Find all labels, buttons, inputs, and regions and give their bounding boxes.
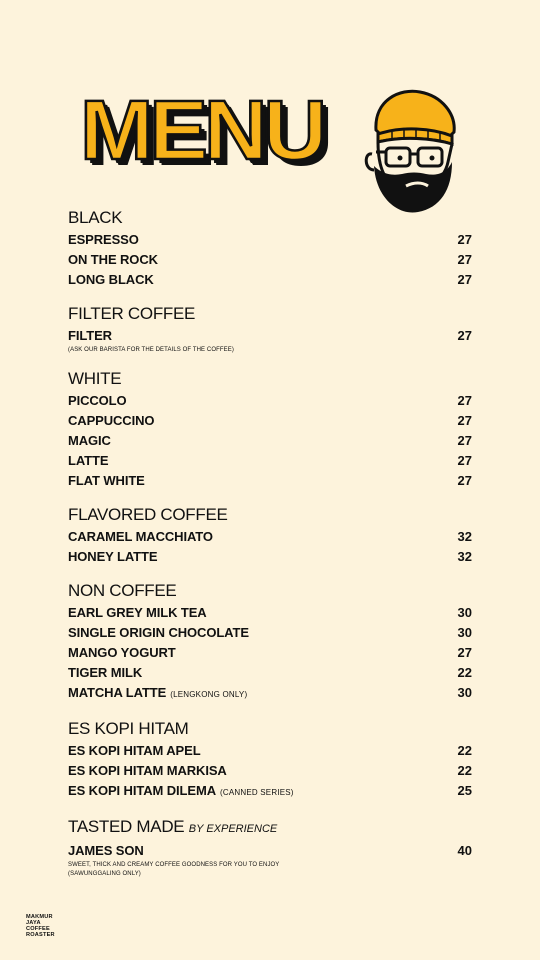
item-price: 27 [457,232,472,247]
menu-item [68,411,476,431]
menu-section [68,581,476,705]
item-name: ON THE ROCK [68,252,158,267]
menu-item [68,326,476,346]
item-name: MANGO YOGURT [68,645,176,660]
menu-item [68,683,476,705]
section-title [68,304,476,324]
item-price: 32 [457,549,472,564]
section-title [68,719,476,739]
menu-item [68,431,476,451]
brand-line: COFFEE [26,926,50,932]
section-subtitle: BY EXPERIENCE [188,823,278,835]
menu-item [68,471,476,491]
brand-logo [26,914,55,938]
section-title [68,581,476,601]
section-title [68,369,476,389]
menu-item [68,527,476,547]
menu-item [68,547,476,567]
item-name: LATTE [68,453,109,468]
item-price: 22 [457,743,472,758]
section-title-text: NON COFFEE [68,581,177,600]
item-price: 30 [457,685,472,700]
item-price: 27 [457,645,472,660]
menu-item [68,841,476,861]
item-name: SINGLE ORIGIN CHOCOLATE [68,625,249,640]
menu-item [68,250,476,270]
item-price: 22 [457,763,472,778]
section-title-text: FILTER COFFEE [68,304,196,323]
item-price: 27 [457,328,472,343]
menu-item [68,663,476,683]
menu-title: MENU [80,83,323,177]
item-name: TIGER MILK [68,665,143,680]
item-name: ESPRESSO [68,232,139,247]
menu-item [68,781,476,803]
item-price: 27 [457,393,472,408]
menu-item [68,603,476,623]
menu-item [68,761,476,781]
item-price: 30 [457,605,472,620]
item-price: 30 [457,625,472,640]
brand-line: ROASTER [26,932,55,938]
menu-section [68,505,476,567]
item-price: 27 [457,252,472,267]
item-name: PICCOLO [68,393,127,408]
brand-line: JAYA [26,920,41,926]
section-title-text: FLAVORED COFFEE [68,505,228,524]
item-price: 27 [457,453,472,468]
section-title-text: WHITE [68,369,122,388]
item-note: (LENGKONG ONLY) [170,690,248,699]
menu-item [68,623,476,643]
menu-item [68,391,476,411]
brand-line: MAKMUR [26,914,53,920]
item-description: SWEET, THICK AND CREAMY COFFEE GOODNESS FOR YOU TO ENJOY [68,862,280,868]
item-name: CARAMEL MACCHIATO [68,529,213,544]
item-price: 22 [457,665,472,680]
menu-item [68,230,476,250]
menu-item [68,451,476,471]
item-name: MAGIC [68,433,111,448]
section-title [68,505,476,525]
item-description: (ASK OUR BARISTA FOR THE DETAILS OF THE COFFEE) [68,347,234,353]
menu-item [68,741,476,761]
item-name: CAPPUCCINO [68,413,155,428]
section-title-text: ES KOPI HITAM [68,719,189,738]
menu-section [68,304,476,355]
menu-item [68,270,476,290]
item-price: 27 [457,413,472,428]
section-title [68,817,476,839]
item-name: ES KOPI HITAM DILEMA [68,783,216,798]
item-price: 40 [457,843,472,858]
section-title-text: BLACK [68,208,123,227]
item-name: LONG BLACK [68,272,154,287]
item-name: FILTER [68,328,112,343]
section-title [68,208,476,228]
item-price: 32 [457,529,472,544]
menu-section [68,208,476,290]
item-price: 27 [457,473,472,488]
item-name: FLAT WHITE [68,473,145,488]
menu-section [68,719,476,803]
menu-section [68,817,476,879]
item-name: EARL GREY MILK TEA [68,605,207,620]
menu-list [68,208,476,893]
item-name: ES KOPI HITAM MARKISA [68,763,227,778]
item-note: (CANNED SERIES) [219,788,294,797]
item-description: (SAWUNGGALING ONLY) [68,871,141,877]
item-name: JAMES SON [68,843,144,858]
item-price: 27 [457,272,472,287]
bearded-man-mascot-icon [362,86,462,218]
item-price: 27 [457,433,472,448]
menu-item [68,643,476,663]
section-title-text: TASTED MADE [68,817,185,836]
item-name: ES KOPI HITAM APEL [68,743,201,758]
menu-section [68,369,476,491]
item-name: HONEY LATTE [68,549,158,564]
item-price: 25 [457,783,472,798]
item-name: MATCHA LATTE [68,685,167,700]
